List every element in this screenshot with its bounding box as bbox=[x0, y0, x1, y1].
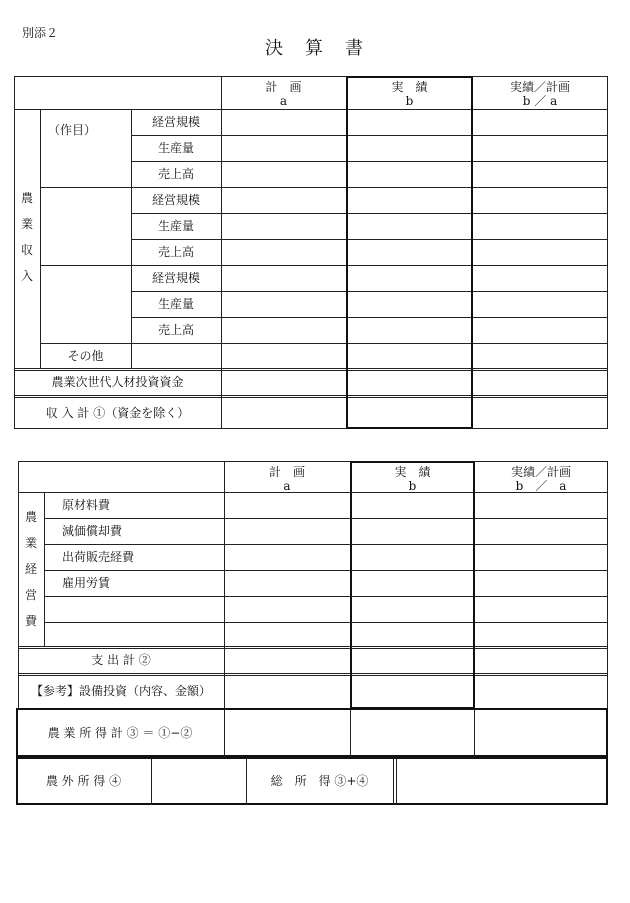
income-total-label: 収 入 計 ①（資金を除く） bbox=[45, 406, 190, 420]
ratio-header-sub: b ／ a bbox=[522, 94, 558, 108]
actual-header-2-sub: b bbox=[408, 479, 417, 493]
income-row-label: 売上高 bbox=[157, 323, 194, 337]
ratio-header-2: 実績／計画 bbox=[510, 465, 571, 479]
income-group-label-3: 収 bbox=[20, 243, 33, 257]
expense-row-label: 雇用労賃 bbox=[62, 576, 111, 590]
income-row-label: 売上高 bbox=[157, 167, 194, 181]
expense-row-label: 出荷販売経費 bbox=[62, 550, 135, 564]
actual-header-2: 実 績 bbox=[394, 465, 431, 479]
income-group-label-4: 入 bbox=[20, 269, 33, 283]
income-other-label: その他 bbox=[67, 349, 104, 363]
ratio-header-2-sub: b ／ a bbox=[515, 479, 567, 493]
expense-group-label-2: 業 bbox=[24, 536, 37, 550]
income-row-label: 売上高 bbox=[157, 245, 194, 259]
income-row-label: 生産量 bbox=[157, 297, 194, 311]
income-row-label: 経営規模 bbox=[151, 271, 200, 285]
expense-total-label: 支 出 計 ② bbox=[91, 653, 151, 667]
document-title: 決 算 書 bbox=[265, 38, 365, 59]
expense-group-label-5: 費 bbox=[24, 614, 37, 628]
fund-label: 農業次世代人材投資資金 bbox=[51, 375, 184, 389]
income-group-label-1: 農 bbox=[20, 191, 33, 205]
income-row-label: 経営規模 bbox=[151, 193, 200, 207]
expense-group-label-1: 農 bbox=[24, 510, 37, 524]
off-farm-income-label: 農 外 所 得 ④ bbox=[45, 774, 122, 788]
expense-group-label-3: 経 bbox=[24, 562, 37, 576]
plan-header: 計 画 bbox=[265, 80, 302, 94]
income-group-label-2: 業 bbox=[20, 217, 33, 231]
ratio-header: 実績／計画 bbox=[509, 80, 570, 94]
expense-row-label: 原材料費 bbox=[62, 498, 111, 512]
farm-income-total-label: 農 業 所 得 計 ③ ＝ ①−② bbox=[47, 726, 193, 740]
plan-header-2: 計 画 bbox=[268, 465, 305, 479]
crop-label: （作目） bbox=[48, 123, 97, 137]
plan-header-2-sub: a bbox=[283, 479, 291, 493]
income-row-label: 生産量 bbox=[157, 141, 194, 155]
attachment-label: 別添２ bbox=[22, 26, 59, 40]
actual-header: 実 績 bbox=[391, 80, 428, 94]
income-row-label: 経営規模 bbox=[151, 115, 200, 129]
expense-row-label: 減価償却費 bbox=[62, 524, 123, 538]
actual-header-sub: b bbox=[405, 94, 414, 108]
income-row-label: 生産量 bbox=[157, 219, 194, 233]
actual-column-frame bbox=[346, 76, 473, 429]
total-income-label: 総 所 得 ③+④ bbox=[270, 774, 369, 788]
actual-column-frame-2 bbox=[350, 461, 475, 709]
plan-header-sub: a bbox=[279, 94, 288, 108]
capex-reference-label: 【参考】設備投資（内容、金額） bbox=[30, 684, 211, 698]
expense-group-label-4: 営 bbox=[24, 588, 37, 602]
